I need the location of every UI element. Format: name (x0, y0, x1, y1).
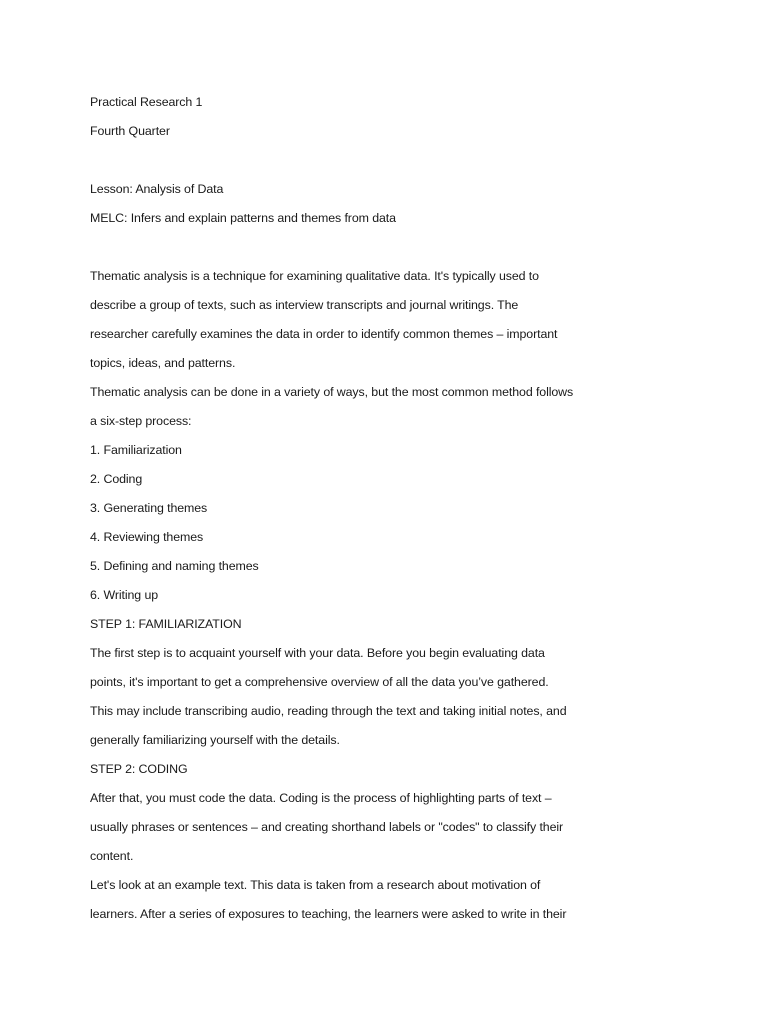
paragraph-line: learners. After a series of exposures to teaching, the learners were asked to write in their (90, 907, 567, 921)
paragraph-line: The first step is to acquaint yourself with your data. Before you begin evaluating data (90, 646, 545, 660)
list-item: 4. Reviewing themes (90, 530, 204, 544)
paragraph-line: points, it's important to get a comprehensive overview of all the data you’ve gathered. (90, 675, 549, 689)
spacer (90, 146, 610, 175)
melc-statement: MELC: Infers and explain patterns and themes from data (90, 211, 396, 225)
quarter-label: Fourth Quarter (90, 124, 170, 138)
list-item: 5. Defining and naming themes (90, 559, 259, 573)
paragraph-line: topics, ideas, and patterns. (90, 356, 236, 370)
paragraph-line: generally familiarizing yourself with the details. (90, 733, 340, 747)
lesson-title: Lesson: Analysis of Data (90, 182, 224, 196)
paragraph-line: Thematic analysis can be done in a variety of ways, but the most common method follows (90, 385, 574, 399)
paragraph-line: usually phrases or sentences – and creating shorthand labels or "codes" to classify their (90, 820, 564, 834)
paragraph-line: This may include transcribing audio, reading through the text and taking initial notes, and (90, 704, 567, 718)
paragraph-line: researcher carefully examines the data in order to identify common themes – important (90, 327, 558, 341)
step2-section (90, 755, 610, 929)
list-item: 2. Coding (90, 472, 143, 486)
list-item: 1. Familiarization (90, 443, 182, 457)
spacer (90, 233, 610, 262)
step1-heading: STEP 1: FAMILIARIZATION (90, 617, 242, 631)
paragraph-line: After that, you must code the data. Coding is the process of highlighting parts of text – (90, 791, 552, 805)
list-item: 3. Generating themes (90, 501, 208, 515)
subject-title: Practical Research 1 (90, 95, 203, 109)
paragraph-line: describe a group of texts, such as interview transcripts and journal writings. The (90, 298, 519, 312)
document-body (90, 88, 610, 929)
list-item: 6. Writing up (90, 588, 159, 602)
six-step-list (90, 436, 610, 610)
paragraph-line: a six-step process: (90, 414, 192, 428)
step2-heading: STEP 2: CODING (90, 762, 188, 776)
paragraph-line: Thematic analysis is a technique for examining qualitative data. It's typically used to (90, 269, 539, 283)
intro-paragraph (90, 262, 610, 436)
paragraph-line: Let's look at an example text. This data is taken from a research about motivation of (90, 878, 541, 892)
paragraph-line: content. (90, 849, 134, 863)
step1-section (90, 610, 610, 755)
